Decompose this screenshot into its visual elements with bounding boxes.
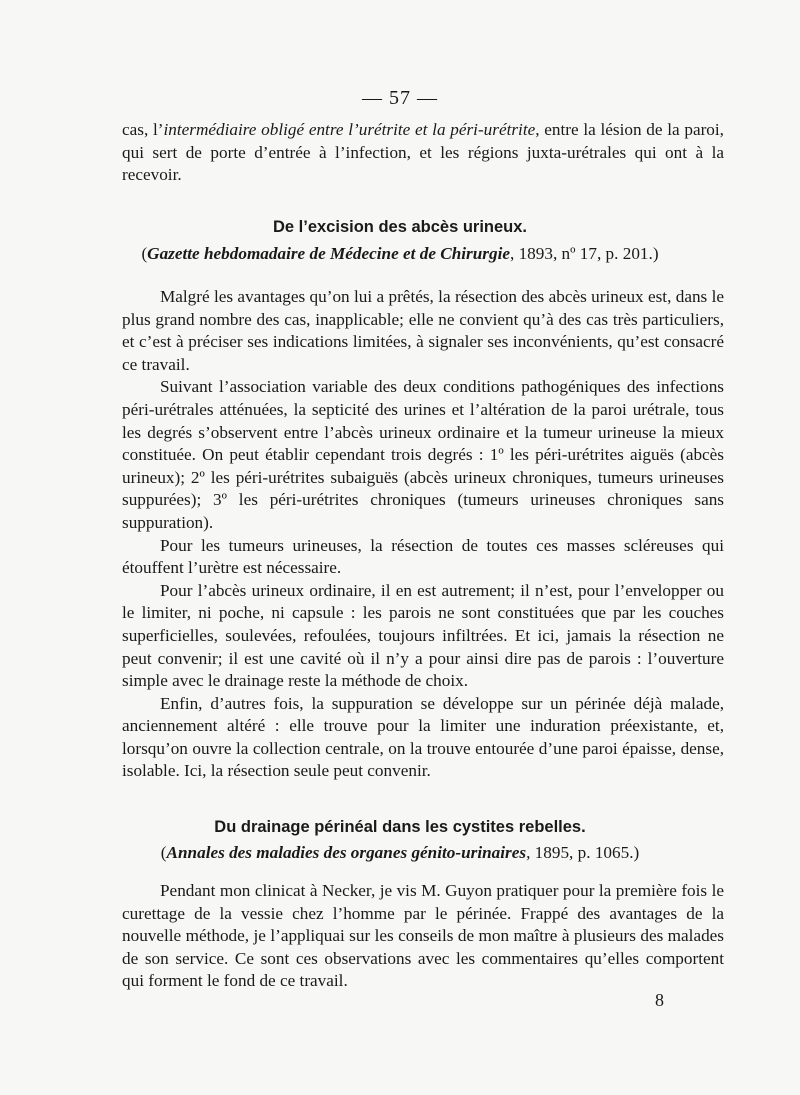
section1-journal: Gazette hebdomadaire de Médecine et de Chirurgie: [147, 244, 510, 263]
section1-body: [122, 286, 724, 783]
section1-title: De l’excision des abcès urineux.: [272, 218, 528, 236]
section2-paragraph-1: Pendant mon clinicat à Necker, je vis M. Guyon pratiquer pour la première fois le curettage de la vessie chez l’homme par le périnée. Frappé des avantages de la nouvelle méthode, je l’appliquai sur les conseils de mon maître à plusieurs des malades de son service. Ce sont ces observations avec les commentaires qu’elles comportent qui forment le fond de ce travail.: [122, 881, 724, 991]
section1-paragraph-4: Pour l’abcès urineux ordinaire, il en est autrement; il n’est, pour l’envelopper ou le limiter, ni poche, ni capsule : les parois ne sont constituées que par les couches superficielles, soulevées, refoulées, toujours infiltrées. Et ici, jamais la résection ne peut convenir; il est une cavité où il n’y a pour ainsi dire pas de parois : l’ouverture simple avec le drainage reste la méthode de choix.: [122, 580, 724, 691]
section1-citation: (Gazette hebdomadaire de Médecine et de Chirurgie, 1893, nº 17, p. 201.): [141, 244, 659, 263]
section1-paragraph-5: Enfin, d’autres fois, la suppuration se développe sur un périnée déjà malade, anciennement altéré : elle trouve pour la limiter une induration préexistante, et, lorsqu’on ouvre la collection centrale, on la trouve entourée d’une paroi épaisse, dense, isolable. Ici, la résection seule peut convenir.: [122, 693, 724, 781]
intro-italic: intermédiaire obligé entre l’urétrite et la péri-urétrite: [163, 120, 536, 139]
section1-paragraph-1: Malgré les avantages qu’on lui a prêtés, la résection des abcès urineux est, dans le plus grand nombre des cas, inapplicable; elle ne convient qu’à des cas très particuliers, et c’est à préciser ses indications limitées, à signaler ses inconvénients, qu’est consacré ce travail.: [122, 287, 724, 374]
section2-body: [122, 880, 724, 993]
intro-paragraph: cas, l’intermédiaire obligé entre l’urétrite et la péri-urétrite, entre la lésion de la paroi, qui sert de porte d’entrée à l’infection, et les régions juxta-urétrales qui ont à la recevoir.: [122, 120, 724, 185]
section2-title: Du drainage périnéal dans les cystites rebelles.: [214, 818, 586, 836]
signature-mark: 8: [655, 990, 664, 1010]
intro-text: [122, 119, 724, 187]
section1-paragraph-3: Pour les tumeurs urineuses, la résection de toutes ces masses scléreuses qui étouffent l’urètre est nécessaire.: [122, 535, 724, 578]
page-number: — 57 —: [362, 87, 438, 109]
section2-citation: (Annales des maladies des organes génito-urinaires, 1895, p. 1065.): [160, 843, 640, 862]
section1-paragraph-2: Suivant l’association variable des deux conditions pathogéniques des infections péri-urétrales atténuées, la septicité des urines et l’altération de la paroi urétrale, tous les degrés s’observent entre l’abcès urineux ordinaire et la tumeur urineuse la mieux constituée. On peut établir cependant trois degrés : 1º les péri-urétrites aiguës (abcès urineux); 2º les péri-urétrites subaiguës (abcès urineux chroniques, tumeurs urineuses suppurées); 3º les péri-urétrites chroniques (tumeurs urineuses chroniques sans suppuration).: [122, 377, 724, 532]
section2-journal: Annales des maladies des organes génito-urinaires: [166, 843, 527, 862]
